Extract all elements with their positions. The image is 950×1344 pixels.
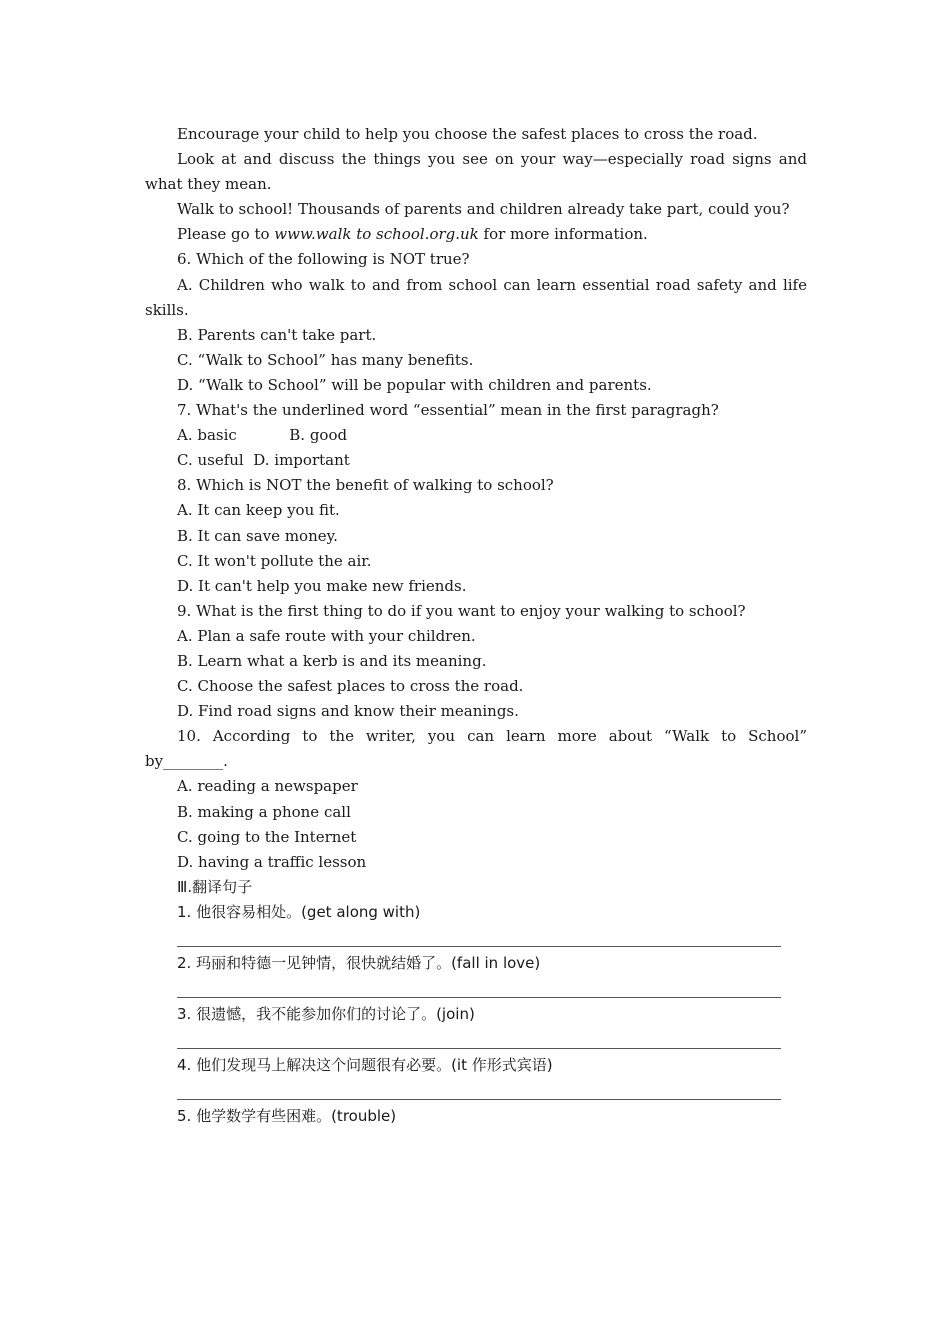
q10-option-b[interactable]: B. making a phone call: [177, 802, 351, 821]
passage-paragraph-2: Look at and discuss the things you see on your way—especially road signs and what they mean.: [145, 150, 807, 194]
q10-option-a[interactable]: A. reading a newspaper: [177, 777, 358, 796]
passage-paragraph-3: Walk to school! Thousands of parents and children already take part, could you?: [177, 200, 790, 219]
answer-line-2[interactable]: [177, 976, 781, 998]
q6-option-c[interactable]: C. “Walk to School” has many benefits.: [177, 350, 474, 369]
website-link[interactable]: www.walk to school.org.uk: [274, 225, 479, 244]
q10-option-c[interactable]: C. going to the Internet: [177, 827, 357, 846]
translation-item-1: 1. 他很容易相处。(get along with): [177, 902, 421, 921]
translation-item-5: 5. 他学数学有些困难。(trouble): [177, 1107, 397, 1126]
more-info-suffix: for more information.: [478, 225, 648, 244]
passage-paragraph-4: [145, 222, 807, 247]
passage-paragraph-1: Encourage your child to help you choose the safest places to cross the road.: [177, 125, 758, 143]
q8-option-c[interactable]: C. It won't pollute the air.: [177, 551, 372, 570]
q9-option-c[interactable]: C. Choose the safest places to cross the road.: [177, 677, 524, 696]
translation-item-4: 4. 他们发现马上解决这个问题很有必要。(it 作形式宾语): [177, 1056, 553, 1075]
q7-stem: 7. What's the underlined word “essential” mean in the first paragragh?: [177, 401, 719, 420]
document-page: [145, 122, 807, 1129]
translation-heading: Ⅲ.翻译句子: [177, 877, 253, 896]
q7-options-cd[interactable]: C. useful D. important: [177, 451, 350, 470]
q6-stem: 6. Which of the following is NOT true?: [177, 250, 470, 269]
answer-line-4[interactable]: [177, 1078, 781, 1100]
translation-item-3: 3. 很遗憾，我不能参加你们的讨论了。(join): [177, 1005, 475, 1024]
q8-option-b[interactable]: B. It can save money.: [177, 526, 338, 545]
q9-option-b[interactable]: B. Learn what a kerb is and its meaning.: [177, 651, 487, 670]
answer-line-3[interactable]: [177, 1027, 781, 1049]
q6-option-b[interactable]: B. Parents can't take part.: [177, 325, 377, 344]
q8-stem: 8. Which is NOT the benefit of walking to school?: [177, 476, 554, 495]
translation-item-2: 2. 玛丽和特德一见钟情，很快就结婚了。(fall in love): [177, 954, 541, 972]
answer-line-1[interactable]: [177, 925, 781, 947]
q6-option-d[interactable]: D. “Walk to School” will be popular with children and parents.: [177, 375, 652, 394]
q10-option-d[interactable]: D. having a traffic lesson: [177, 852, 367, 871]
more-info-prefix: Please go to: [177, 225, 275, 244]
q9-option-a[interactable]: A. Plan a safe route with your children.: [177, 626, 476, 645]
q7-options-ab[interactable]: A. basic B. good: [177, 426, 348, 445]
q10-stem: 10. According to the writer, you can learn more about “Walk to School” by________.: [145, 727, 807, 771]
q9-option-d[interactable]: D. Find road signs and know their meanings.: [177, 702, 519, 721]
q8-option-a[interactable]: A. It can keep you fit.: [177, 501, 340, 520]
q9-stem: 9. What is the first thing to do if you want to enjoy your walking to school?: [177, 601, 746, 620]
q8-option-d[interactable]: D. It can't help you make new friends.: [177, 576, 467, 595]
q6-option-a[interactable]: A. Children who walk to and from school can learn essential road safety and life skills.: [145, 275, 807, 319]
